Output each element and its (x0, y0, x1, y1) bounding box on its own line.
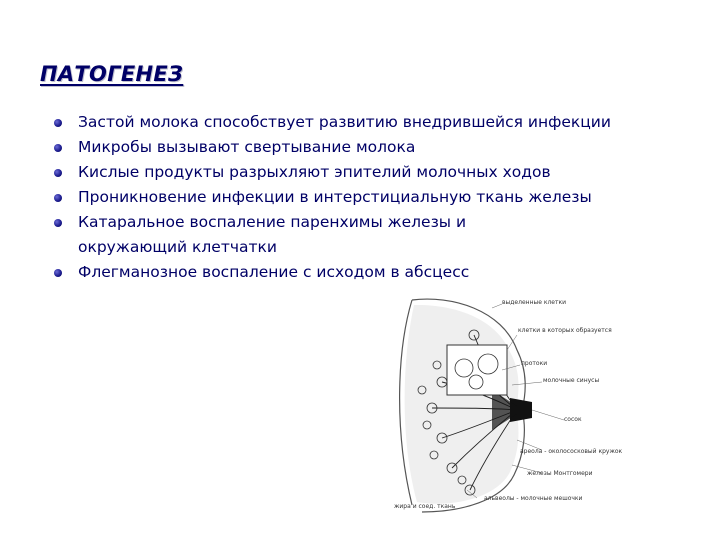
bullet-dot-icon (54, 119, 62, 127)
label-areola: ареола - околососковый кружок (520, 448, 622, 455)
bullet-dot-icon (54, 169, 62, 177)
label-fat: жира и соед. ткань (394, 503, 456, 510)
bullet-list (48, 110, 688, 285)
magnified-inset (447, 345, 507, 395)
bullet-item (48, 110, 688, 135)
bullet-dot-icon (54, 269, 62, 277)
bullet-item (48, 210, 688, 260)
label-nipple: сосок (564, 416, 582, 423)
bullet-dot-icon (54, 194, 62, 202)
label-cells-forming: клетки в которых образуется (518, 327, 612, 334)
slide-title: ПАТОГЕНЕЗ (40, 62, 184, 86)
bullet-item (48, 160, 688, 185)
label-sinuses: молочные синусы (543, 377, 600, 384)
bullet-item (48, 260, 688, 285)
bullet-dot-icon (54, 219, 62, 227)
bullet-text: Проникновение инфекции в интерстициальную ткань железы (78, 188, 592, 206)
breast-anatomy-diagram (392, 290, 622, 520)
bullet-item (48, 135, 688, 160)
bullet-item (48, 185, 688, 210)
bullet-dot-icon (54, 144, 62, 152)
label-cells: выделенные клетки (502, 299, 566, 306)
label-ducts: протоки (521, 360, 548, 367)
label-montgomery: железы Монтгомери (527, 470, 593, 477)
bullet-text: Микробы вызывают свертывание молока (78, 138, 416, 156)
bullet-text: Флегманозное воспаление с исходом в абсцесс (78, 263, 470, 281)
bullet-text: Кислые продукты разрыхляют эпителий молочных ходов (78, 163, 551, 181)
label-alveoli: альвеолы - молочные мешочки (484, 495, 583, 502)
bullet-text: Катаральное воспаление паренхимы железы и окружающий клетчатки (78, 213, 467, 256)
bullet-text: Застой молока способствует развитию внедрившейся инфекции (78, 113, 611, 131)
